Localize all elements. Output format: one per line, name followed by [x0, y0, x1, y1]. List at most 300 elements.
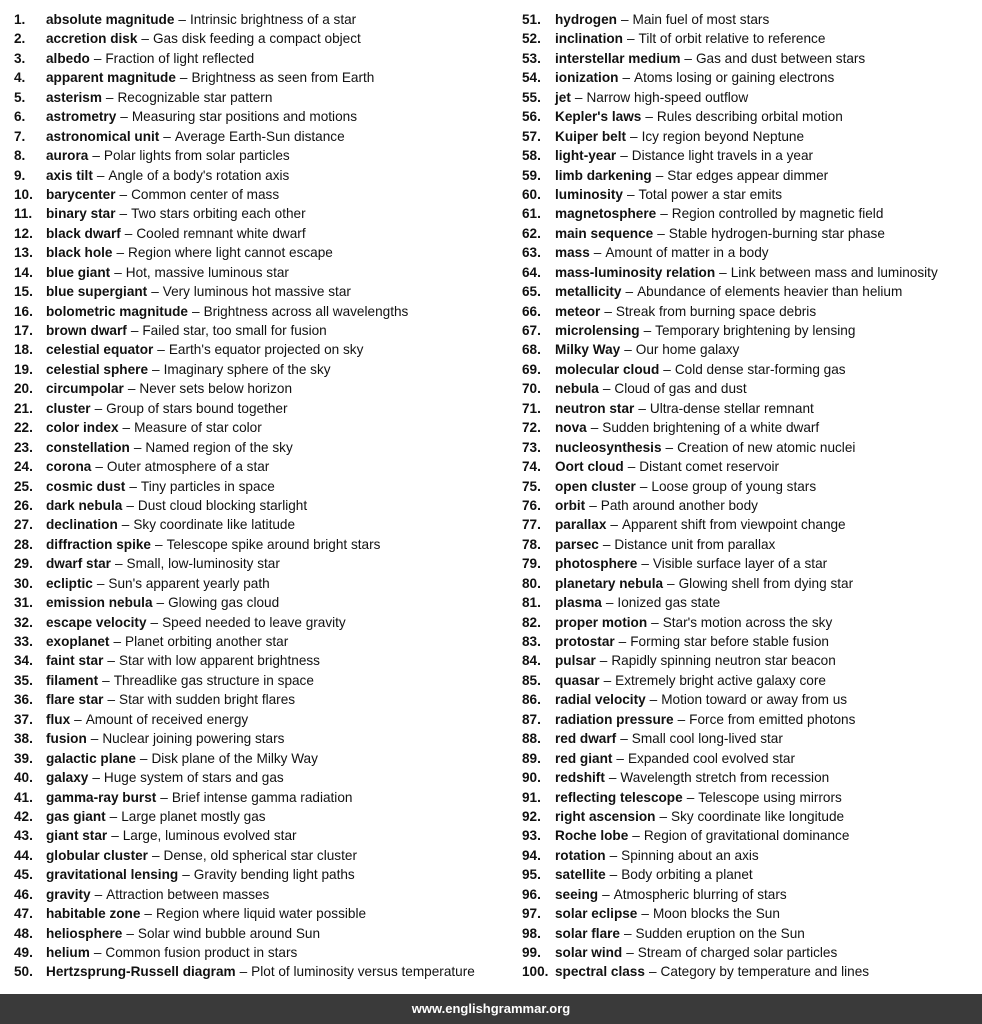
item-separator: –: [624, 342, 632, 358]
item-separator: –: [107, 653, 115, 669]
item-separator: –: [626, 186, 635, 202]
item-separator: –: [643, 323, 652, 338]
item-number: 6.: [14, 109, 26, 125]
item-separator: –: [119, 206, 128, 222]
item-number: 63.: [522, 245, 541, 261]
item-number: 60.: [522, 186, 541, 202]
item-definition: Recognizable star pattern: [117, 89, 273, 105]
item-separator: –: [127, 381, 136, 397]
list-item: [522, 340, 980, 359]
list-item: [522, 185, 980, 204]
item-separator: –: [92, 148, 100, 164]
item-definition: Disk plane of the Milky Way: [151, 750, 318, 766]
item-term: heliosphere: [46, 925, 123, 941]
list-item: [14, 885, 514, 904]
item-term: nova: [555, 420, 587, 436]
item-number: 52.: [522, 31, 541, 47]
item-term: light-year: [555, 148, 617, 164]
item-term: Roche lobe: [555, 828, 629, 844]
item-definition: Cloud of gas and dust: [614, 381, 747, 397]
item-definition: Small cool long-lived star: [631, 731, 783, 747]
item-term: flare star: [46, 692, 104, 708]
item-separator: –: [609, 847, 618, 863]
item-separator: –: [92, 770, 100, 786]
item-term: cosmic dust: [46, 478, 126, 494]
item-term: inclination: [555, 31, 623, 47]
list-item: [522, 204, 980, 223]
list-item: [522, 10, 980, 29]
list-item: [14, 88, 514, 107]
list-item: [14, 710, 514, 729]
item-separator: –: [616, 750, 624, 766]
item-definition: Star with low apparent brightness: [118, 653, 320, 669]
item-term: bolometric magnitude: [46, 303, 188, 319]
item-term: celestial sphere: [46, 361, 149, 377]
item-number: 7.: [14, 128, 26, 144]
list-item: [14, 282, 514, 301]
item-term: nebula: [555, 381, 599, 397]
item-number: 75.: [522, 478, 541, 494]
item-definition: Sun's apparent yearly path: [108, 575, 270, 591]
list-item: [522, 224, 980, 243]
item-separator: –: [620, 148, 628, 164]
item-definition: Amount of matter in a body: [605, 245, 769, 261]
list-item: [522, 477, 980, 496]
item-separator: –: [116, 245, 125, 261]
item-number: 16.: [14, 303, 33, 319]
item-number: 25.: [14, 478, 33, 494]
item-number: 80.: [522, 575, 541, 591]
item-separator: –: [649, 692, 658, 708]
item-separator: –: [109, 808, 118, 824]
item-definition: Atoms losing or gaining electrons: [634, 70, 835, 86]
item-definition: Sky coordinate like latitude: [133, 517, 296, 533]
item-number: 61.: [522, 206, 541, 222]
item-definition: Threadlike gas structure in space: [113, 672, 314, 688]
item-term: emission nebula: [46, 595, 153, 611]
item-definition: Narrow high-speed outflow: [586, 89, 749, 105]
item-term: radial velocity: [555, 692, 646, 708]
item-separator: –: [111, 828, 119, 844]
item-definition: Streak from burning space debris: [615, 303, 817, 319]
item-term: mass: [555, 245, 590, 261]
item-number: 79.: [522, 556, 541, 572]
item-number: 86.: [522, 692, 541, 708]
item-term: microlensing: [555, 323, 640, 338]
item-term: galactic plane: [46, 750, 136, 766]
item-definition: Never sets below horizon: [139, 381, 292, 397]
list-item: [522, 749, 980, 768]
list-item: [14, 749, 514, 768]
item-separator: –: [641, 906, 649, 922]
item-definition: Ultra-dense stellar remnant: [649, 400, 814, 416]
item-number: 67.: [522, 323, 541, 338]
item-term: ecliptic: [46, 575, 93, 591]
item-separator: –: [133, 439, 142, 455]
item-term: Oort cloud: [555, 459, 624, 475]
item-definition: Huge system of stars and gas: [103, 770, 284, 786]
item-number: 35.: [14, 672, 33, 688]
item-separator: –: [641, 556, 649, 572]
item-definition: Imaginary sphere of the sky: [163, 361, 331, 377]
list-item: [522, 166, 980, 185]
item-number: 46.: [14, 886, 33, 902]
item-number: 54.: [522, 70, 541, 86]
item-definition: Region where liquid water possible: [155, 906, 367, 922]
item-term: solar flare: [555, 925, 620, 941]
item-separator: –: [144, 906, 152, 922]
item-definition: Motion toward or away from us: [661, 692, 848, 708]
item-separator: –: [626, 31, 635, 47]
item-separator: –: [121, 517, 130, 533]
item-definition: Moon blocks the Sun: [652, 906, 780, 922]
item-definition: Large planet mostly gas: [121, 808, 266, 824]
list-item: [14, 690, 514, 709]
item-definition: Abundance of elements heavier than helium: [637, 284, 903, 300]
item-term: gravitational lensing: [46, 867, 179, 883]
list-item: [14, 924, 514, 943]
item-term: black hole: [46, 245, 113, 261]
list-item: [522, 554, 980, 573]
item-term: red giant: [555, 750, 613, 766]
item-number: 59.: [522, 167, 541, 183]
item-term: galaxy: [46, 770, 89, 786]
item-separator: –: [620, 731, 628, 747]
item-definition: Gas disk feeding a compact object: [152, 31, 361, 47]
list-item: [522, 379, 980, 398]
item-term: Kepler's laws: [555, 109, 642, 125]
item-definition: Outer atmosphere of a star: [106, 459, 270, 475]
item-separator: –: [119, 186, 128, 202]
item-term: axis tilt: [46, 167, 93, 183]
item-definition: Intrinsic brightness of a star: [189, 12, 357, 27]
list-item: [14, 399, 514, 418]
item-number: 91.: [522, 789, 541, 805]
item-definition: Creation of new atomic nuclei: [677, 439, 856, 455]
item-term: parallax: [555, 517, 607, 533]
item-number: 27.: [14, 517, 33, 533]
item-term: orbit: [555, 497, 586, 513]
list-item: [14, 632, 514, 651]
item-definition: Planet orbiting another star: [125, 634, 289, 649]
item-separator: –: [632, 828, 640, 844]
item-separator: –: [105, 89, 114, 105]
item-number: 55.: [522, 89, 541, 105]
item-term: blue giant: [46, 264, 111, 280]
list-item: [14, 865, 514, 884]
item-separator: –: [599, 653, 608, 669]
item-term: dark nebula: [46, 497, 123, 513]
item-separator: –: [593, 245, 602, 261]
item-definition: Sudden eruption on the Sun: [635, 925, 805, 941]
item-definition: Large, luminous evolved star: [122, 828, 297, 844]
item-term: Hertzsprung-Russell diagram: [46, 964, 236, 980]
item-number: 37.: [14, 711, 33, 727]
list-item: [522, 146, 980, 165]
item-number: 20.: [14, 381, 33, 397]
item-definition: Ionized gas state: [617, 595, 721, 611]
item-number: 47.: [14, 906, 33, 922]
item-number: 84.: [522, 653, 541, 669]
item-number: 57.: [522, 128, 541, 144]
list-item: [522, 496, 980, 515]
item-definition: Glowing shell from dying star: [678, 575, 854, 591]
item-separator: –: [684, 50, 692, 66]
item-definition: Total power a star emits: [638, 186, 783, 202]
item-definition: Brightness across all wavelengths: [203, 303, 409, 319]
item-term: gravity: [46, 886, 91, 902]
item-term: interstellar medium: [555, 50, 681, 66]
item-number: 28.: [14, 536, 33, 552]
item-number: 24.: [14, 459, 33, 475]
item-separator: –: [96, 167, 105, 183]
item-separator: –: [130, 323, 139, 338]
item-separator: –: [602, 381, 611, 397]
item-number: 89.: [522, 750, 541, 766]
item-separator: –: [574, 89, 583, 105]
item-separator: –: [94, 886, 103, 902]
item-number: 5.: [14, 89, 26, 105]
item-term: right ascension: [555, 808, 656, 824]
list-item: [14, 166, 514, 185]
item-term: apparent magnitude: [46, 70, 176, 86]
item-definition: Path around another body: [600, 497, 758, 513]
item-number: 97.: [522, 906, 541, 922]
item-number: 85.: [522, 672, 541, 688]
list-item: [14, 535, 514, 554]
item-definition: Named region of the sky: [145, 439, 293, 455]
list-item: [14, 243, 514, 262]
list-item: [522, 962, 980, 981]
item-definition: Attraction between masses: [106, 886, 270, 902]
item-term: planetary nebula: [555, 575, 664, 591]
item-number: 99.: [522, 945, 541, 960]
item-term: aurora: [46, 148, 89, 164]
item-term: Milky Way: [555, 342, 621, 358]
item-number: 88.: [522, 731, 541, 747]
item-number: 30.: [14, 575, 33, 591]
list-item: [14, 962, 514, 981]
item-term: binary star: [46, 206, 116, 222]
item-term: radiation pressure: [555, 711, 674, 727]
item-separator: –: [152, 361, 160, 377]
item-separator: –: [667, 575, 675, 591]
item-separator: –: [94, 400, 103, 416]
list-item: [14, 29, 514, 48]
item-definition: Hot, massive luminous star: [125, 264, 289, 280]
item-term: plasma: [555, 595, 602, 611]
list-item: [522, 282, 980, 301]
list-item: [14, 554, 514, 573]
list-item: [14, 321, 514, 340]
item-number: 19.: [14, 361, 33, 377]
item-separator: –: [93, 945, 102, 960]
item-definition: Region of gravitational dominance: [643, 828, 850, 844]
item-separator: –: [686, 789, 695, 805]
list-item: [522, 807, 980, 826]
item-separator: –: [239, 964, 248, 980]
list-item: [522, 360, 980, 379]
item-definition: Measuring star positions and motions: [131, 109, 357, 125]
item-separator: –: [620, 12, 629, 27]
list-item: [14, 302, 514, 321]
item-definition: Region controlled by magnetic field: [671, 206, 884, 222]
item-term: open cluster: [555, 478, 636, 494]
item-separator: –: [651, 614, 659, 630]
item-definition: Rules describing orbital motion: [656, 109, 843, 125]
item-term: constellation: [46, 439, 130, 455]
item-term: barycenter: [46, 186, 116, 202]
item-term: flux: [46, 711, 71, 727]
item-definition: Stable hydrogen-burning star phase: [668, 225, 885, 241]
item-term: gas giant: [46, 808, 106, 824]
item-term: red dwarf: [555, 731, 617, 747]
list-item: [522, 865, 980, 884]
item-definition: Amount of received energy: [85, 711, 249, 727]
item-separator: –: [657, 225, 665, 241]
item-number: 15.: [14, 284, 33, 300]
list-item: [14, 10, 514, 29]
item-term: molecular cloud: [555, 361, 660, 377]
item-definition: Category by temperature and lines: [660, 964, 870, 980]
item-definition: Distance unit from parallax: [614, 536, 776, 552]
item-term: main sequence: [555, 225, 654, 241]
item-definition: Group of stars bound together: [106, 400, 288, 416]
item-definition: Brightness as seen from Earth: [191, 70, 375, 86]
item-number: 12.: [14, 225, 33, 241]
item-definition: Apparent shift from viewpoint change: [621, 517, 846, 533]
item-definition: Small, low-luminosity star: [126, 556, 280, 572]
list-item: [522, 846, 980, 865]
item-term: Kuiper belt: [555, 128, 626, 144]
list-item: [522, 885, 980, 904]
item-separator: –: [113, 634, 122, 649]
item-term: fusion: [46, 731, 87, 747]
item-term: ionization: [555, 70, 619, 86]
item-definition: Common fusion product in stars: [105, 945, 298, 960]
item-term: photosphere: [555, 556, 638, 572]
item-definition: Region where light cannot escape: [128, 245, 333, 261]
item-number: 96.: [522, 886, 541, 902]
list-item: [522, 515, 980, 534]
item-definition: Dense, old spherical star cluster: [163, 847, 357, 863]
item-number: 44.: [14, 847, 33, 863]
item-number: 83.: [522, 634, 541, 649]
item-term: spectral class: [555, 964, 645, 980]
item-definition: Glowing gas cloud: [168, 595, 280, 611]
item-definition: Spinning about an axis: [621, 847, 759, 863]
item-definition: Main fuel of most stars: [632, 12, 770, 27]
item-separator: –: [590, 420, 599, 436]
list-item: [522, 457, 980, 476]
item-term: luminosity: [555, 186, 623, 202]
item-number: 95.: [522, 867, 541, 883]
list-item: [522, 632, 980, 651]
list-item: [14, 68, 514, 87]
item-term: blue supergiant: [46, 284, 148, 300]
item-separator: –: [626, 945, 634, 960]
item-separator: –: [665, 439, 674, 455]
item-term: absolute magnitude: [46, 12, 175, 27]
item-number: 18.: [14, 342, 33, 358]
list-item: [14, 496, 514, 515]
item-definition: Atmospheric blurring of stars: [613, 886, 787, 902]
item-number: 98.: [522, 925, 541, 941]
left-column: [14, 10, 514, 982]
item-term: color index: [46, 420, 119, 436]
item-separator: –: [150, 614, 159, 630]
item-number: 32.: [14, 614, 33, 630]
list-item: [14, 438, 514, 457]
item-term: diffraction spike: [46, 536, 151, 552]
item-term: hydrogen: [555, 12, 617, 27]
item-separator: –: [102, 672, 110, 688]
item-separator: –: [618, 634, 627, 649]
item-definition: Our home galaxy: [635, 342, 740, 358]
item-number: 42.: [14, 808, 33, 824]
item-number: 82.: [522, 614, 541, 630]
item-number: 71.: [522, 400, 541, 416]
item-definition: Expanded cool evolved star: [627, 750, 795, 766]
item-term: declination: [46, 517, 118, 533]
list-item: [522, 127, 980, 146]
list-item: [14, 185, 514, 204]
item-definition: Extremely bright active galaxy core: [615, 672, 826, 688]
item-term: satellite: [555, 867, 606, 883]
list-item: [522, 826, 980, 845]
item-term: globular cluster: [46, 847, 148, 863]
item-number: 62.: [522, 225, 541, 241]
list-item: [14, 379, 514, 398]
footer-banner: [0, 994, 982, 1024]
item-number: 53.: [522, 50, 541, 66]
item-number: 65.: [522, 284, 541, 300]
list-item: [14, 651, 514, 670]
item-number: 13.: [14, 245, 33, 261]
item-term: filament: [46, 672, 99, 688]
item-number: 10.: [14, 186, 33, 202]
item-term: gamma-ray burst: [46, 789, 157, 805]
item-separator: –: [639, 478, 648, 494]
item-number: 8.: [14, 148, 26, 164]
list-item: [14, 477, 514, 496]
list-item: [522, 690, 980, 709]
item-term: brown dwarf: [46, 323, 127, 338]
list-item: [522, 729, 980, 748]
list-item: [522, 29, 980, 48]
item-number: 14.: [14, 264, 33, 280]
item-definition: Common center of mass: [131, 186, 280, 202]
list-item: [14, 671, 514, 690]
item-separator: –: [141, 31, 149, 47]
item-term: parsec: [555, 536, 599, 552]
list-item: [14, 204, 514, 223]
item-definition: Star with sudden bright flares: [119, 692, 296, 708]
item-definition: Gravity bending light paths: [193, 867, 355, 883]
list-item: [14, 943, 514, 962]
item-definition: Force from emitted photons: [689, 711, 856, 727]
list-item: [522, 768, 980, 787]
item-term: metallicity: [555, 284, 622, 300]
item-term: accretion disk: [46, 31, 138, 47]
item-definition: Star's motion across the sky: [662, 614, 833, 630]
list-item: [522, 302, 980, 321]
item-term: astronomical unit: [46, 128, 160, 144]
item-separator: –: [663, 361, 671, 377]
item-term: black dwarf: [46, 225, 121, 241]
item-definition: Speed needed to leave gravity: [162, 614, 346, 630]
item-separator: –: [623, 925, 632, 941]
